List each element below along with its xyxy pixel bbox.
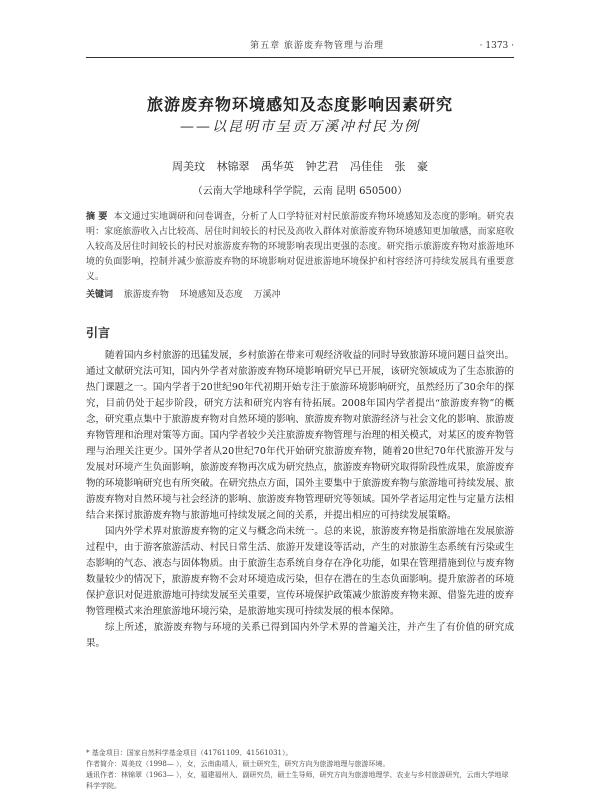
author-name: 禹华英 — [261, 160, 294, 173]
running-header — [86, 38, 514, 54]
abstract-text: 本文通过实地调研和问卷调查，分析了人口学特征对村民旅游废弃物环境感知及态度的影响。研究表明：家庭旅游收入占比较高、居住时间较长的村民及高收入群体对旅游废弃物环境感知更加敏感，而家庭收入较高及居住时间较长的村民对旅游废弃物的环境影响表现出更强的态度。研究指示旅游废弃物对旅游地环境的负面影响，控制并减少旅游废弃物的环境影响对促进旅游地环境保护和村容经济可持续发展具有重要意义。 — [86, 212, 514, 282]
page-number: · 1373 · — [479, 41, 514, 51]
paper-subtitle: ——以昆明市呈贡万溪冲村民为例 — [180, 119, 420, 135]
body-paragraph: 综上所述，旅游废弃物与环境的关系已得到国内外学术界的普遍关注，并产生了有价值的研究成果。 — [86, 622, 514, 649]
footnote-author: 作者简介：周美玟（1998— ），女，云南曲靖人，硕士研究生，研究方向为旅游地理与旅游环境。 — [86, 760, 390, 768]
keywords — [86, 288, 514, 303]
paper-title: 旅游废弃物环境感知及态度影响因素研究 — [146, 95, 453, 114]
author-affiliation: （云南大学地球科学学院，云南 昆明 650500） — [192, 186, 408, 197]
abstract — [86, 210, 514, 285]
author-name: 冯佳佳 — [350, 160, 383, 173]
author-name: 周美玟 — [172, 160, 205, 173]
abstract-label: 摘 要 — [86, 212, 108, 222]
author-name: 张 豪 — [394, 160, 428, 173]
author-name: 林锦翠 — [216, 160, 250, 173]
body-paragraph: 国内外学术界对旅游废弃物的定义与概念尚未统一。总的来说，旅游废弃物是指旅游地在发展旅游过程中，由于游客旅游活动、村民日常生活、旅游开发建设等活动，产生的对旅游生态系统有污染或生态影响的气态、液态与固体物质。由于旅游生态系统自身存在净化功能，如果在管理措施到位与废弃物数量较少的情况下，旅游废弃物不会对环境造成污染，但存在潜在的生态负面影响。提升旅游者的环境保护意识对促进旅游地可持续发展至关重要，宣传环境保护政策减少旅游废弃物来源、借鉴先进的废弃物管理模式来治理旅游地环境污染，是旅游地实现可持续发展的根本保障。 — [86, 526, 514, 617]
keyword: 环境感知及态度 — [179, 290, 243, 300]
body-text — [86, 348, 514, 752]
section-heading-introduction: 引言 — [86, 326, 111, 340]
keyword: 旅游废弃物 — [123, 290, 169, 300]
footnotes — [86, 748, 514, 792]
keyword: 万溪冲 — [253, 290, 281, 300]
running-header-chapter: 第五章 旅游废弃物管理与治理 — [250, 41, 384, 51]
footnote-corresponding: 通讯作者：林锦翠（1963— ），女，福建福州人，副研究员，硕士生导师，研究方向为旅游地理学、农业与乡村旅游研究，云南大学地球科学学院。 — [86, 771, 509, 790]
footnote-funding: * 基金项目：国家自然科学基金项目（41761109、41561031）。 — [86, 749, 293, 757]
author-list — [86, 158, 514, 174]
keywords-label: 关键词 — [86, 290, 114, 300]
header-divider — [86, 57, 514, 58]
author-name: 钟艺君 — [305, 160, 339, 173]
body-paragraph: 随着国内乡村旅游的迅猛发展，乡村旅游在带来可观经济收益的同时导致旅游环境问题日益突出。通过文献研究法可知，国内外学者对旅游废弃物环境影响研究早已开展，该研究领域成为了生态旅游的热门课题之一。国内学者于20世纪90年代初期开始专注于旅游环境影响研究，虽然经历了30余年的探究，目前仍处于起步阶段，研究方法和研究内容有待拓展。2008年国内学者提出“旅游废弃物”的概念，研究重点集中于旅游废弃物对自然环境的影响、旅游废弃物对旅游经济与社会文化的影响、旅游废弃物管理和治理对策等方面。国内学者较少关注旅游废弃物管理与治理的相关模式，对某区的废弃物管理与治理关注更少。国外学者从20世纪70年代开始研究旅游废弃物，随着20世纪70年代旅游开发与发展对环境产生负面影响，旅游废弃物再次成为研究热点，旅游废弃物研究取得阶段性成果，旅游废弃物的环境影响研究也有所突破。在研究热点方面，国外主要集中于旅游废弃物与旅游地可持续发展、旅游废弃物对自然环境与社会经济的影响、旅游废弃物管理研究等领域。国外学者运用定性与定量方法相结合来探讨旅游废弃物与旅游地可持续发展之间的关系，并提出相应的可持续发展策略。 — [86, 350, 514, 521]
